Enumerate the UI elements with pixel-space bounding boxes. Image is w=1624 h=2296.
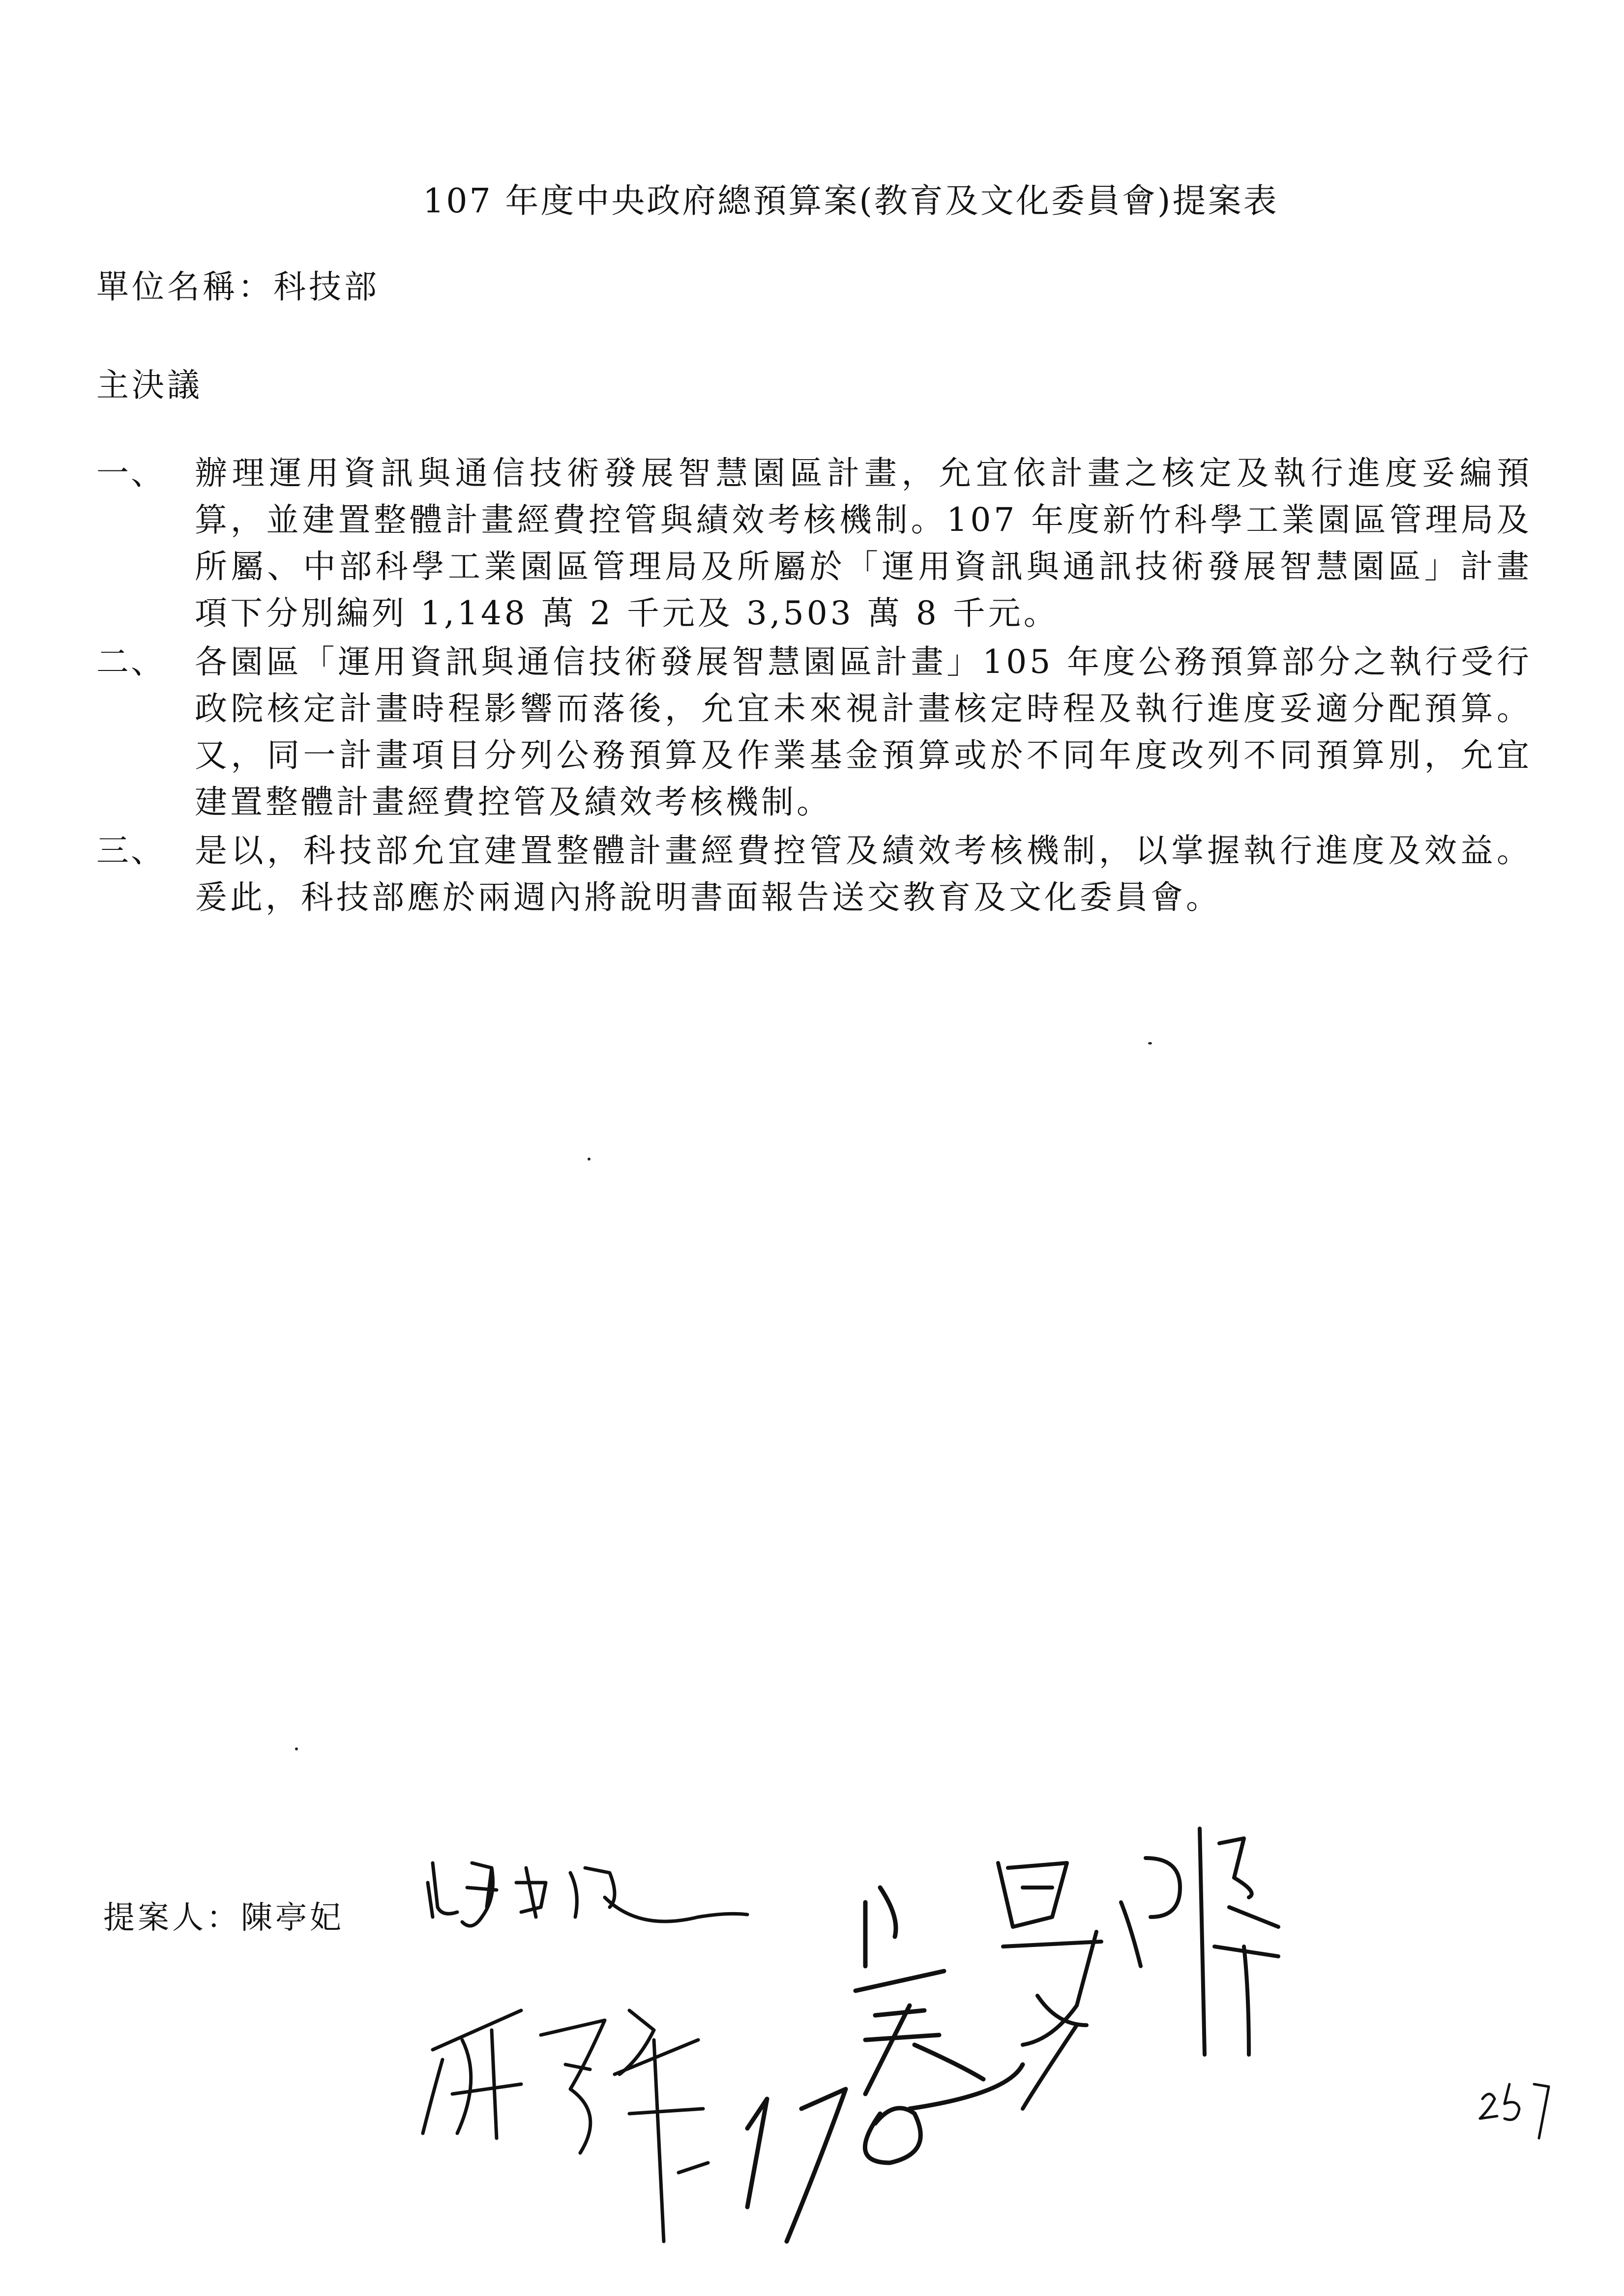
signature-chiang-nai-shin [423, 2010, 708, 2241]
scan-speck [295, 1747, 298, 1750]
proposer-label: 提案人： [103, 1900, 241, 1936]
section-heading: 主決議 [96, 366, 203, 404]
unit-name: 科技部 [273, 268, 380, 306]
handwritten-page-number [1480, 2084, 1549, 2138]
unit-label: 單位名稱： [96, 268, 273, 306]
resolution-item [96, 827, 1532, 921]
signature-huang-kuo-shu [998, 1829, 1278, 2109]
resolution-list [96, 450, 1532, 923]
resolution-text: 是以，科技部允宜建置整體計畫經費控管及績效考核機制，以掌握執行進度及效益。爰此，科技部應於兩週內將說明書面報告送交教育及文化委員會。 [195, 832, 1532, 916]
document-title: 107 年度中央政府總預算案(教育及文化委員會)提案表 [423, 182, 1279, 221]
resolution-text: 辦理運用資訊與通信技術發展智慧園區計畫，允宜依計畫之核定及執行進度妥編預算，並建置整體計畫經費控管與績效考核機制。107 年度新竹科學工業園區管理局及所屬、中部科學工業園區管理局及所屬於「運用資訊與通訊技術發展智慧園區」計畫項下分別編列 1,148 萬 2 千元及 3,503 萬 8 千元。 [195, 454, 1532, 632]
signature-chen-tingfei [428, 1863, 747, 1926]
scan-speck [588, 1158, 591, 1161]
unit-line [96, 261, 380, 307]
scan-speck [1148, 1042, 1152, 1045]
signature-chang-liao [747, 1888, 1023, 2241]
resolution-item [96, 450, 1532, 637]
proposer-line [103, 1892, 344, 1938]
resolution-number: 二、 [96, 643, 165, 681]
proposer-name: 陳亭妃 [241, 1900, 344, 1936]
resolution-item [96, 639, 1532, 825]
resolution-text: 各園區「運用資訊與通信技術發展智慧園區計畫」105 年度公務預算部分之執行受行政院核定計畫時程影響而落後，允宜未來視計畫核定時程及執行進度妥適分配預算。又，同一計畫項目分列公務預算及作業基金預算或於不同年度改列不同預算別，允宜建置整體計畫經費控管及績效考核機制。 [195, 643, 1532, 821]
resolution-number: 三、 [96, 832, 165, 870]
resolution-number: 一、 [96, 454, 165, 492]
